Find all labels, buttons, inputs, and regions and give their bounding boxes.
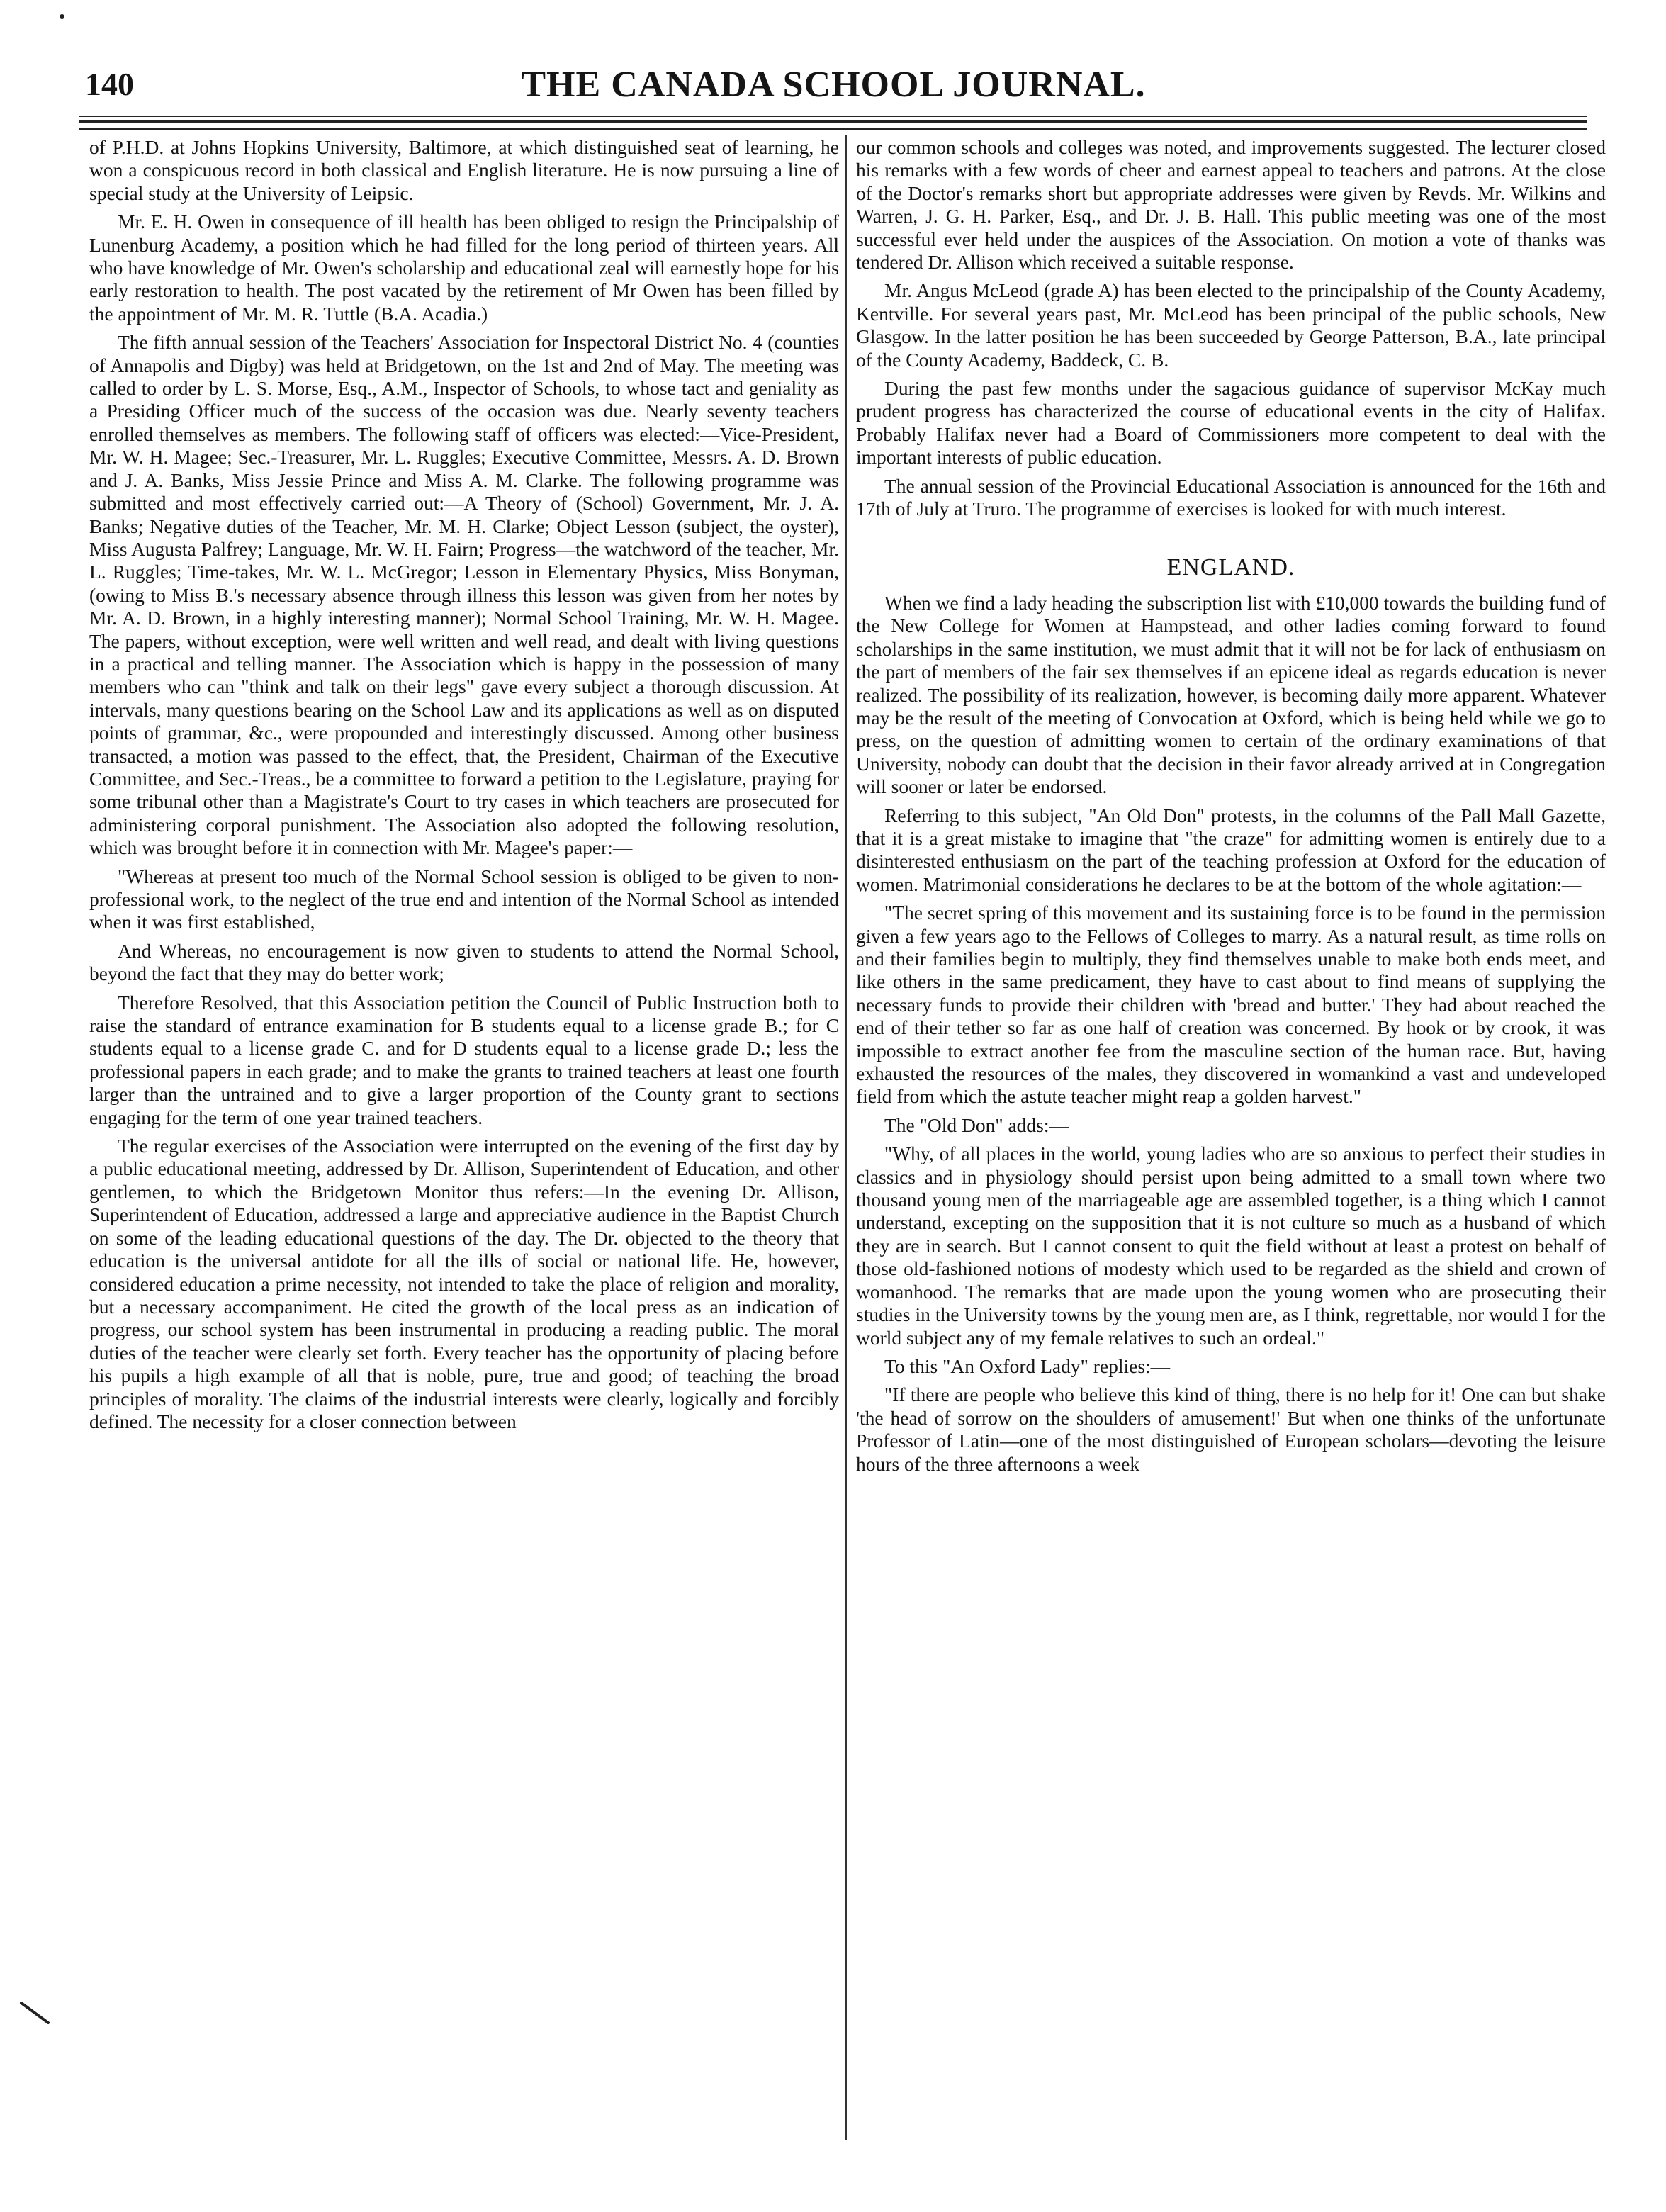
paragraph: of P.H.D. at Johns Hopkins University, Baltimore, at which distinguished seat of learning, he won a conspicuous record in both classical and English literature. He is now pursuing a line of special study at the University of Leipsic. [89,136,839,204]
paragraph: To this "An Oxford Lady" replies:— [884,1354,1171,1377]
left-column [89,136,839,1433]
section-heading-england: ENGLAND. [1166,554,1295,580]
column-divider [845,135,847,2140]
page-header [79,60,1587,109]
margin-pen-mark [18,1999,61,2027]
journal-title: THE CANADA SCHOOL JOURNAL. [521,64,1146,105]
page-number: 140 [85,66,134,102]
paragraph: "Why, of all places in the world, young ladies who are so anxious to perfect their studies in classics and in physiology should persist upon being admitted to a small town where two thousand young men of the marriageable age are assembled together, is a thing which I cannot understand, excepting on the supposition that it is not culture so much as a husband of which they are in search. But I cannot consent to quit the field without at least a protest on behalf of those old-fashioned notions of modesty which used to be regarded as the shield and crown of womanhood. The remarks that are made upon the young women who are prosecuting their studies in the University towns by the young men are, as I think, regrettable, nor would I for the world subject any of my female relatives to such an ordeal." [856,1143,1606,1349]
paragraph: "Whereas at present too much of the Normal School session is obliged to be given to non-professional work, to the neglect of the true end and intention of the Normal School as intended when it was first established, [89,865,839,933]
paragraph: our common schools and colleges was noted, and improvements suggested. The lecturer closed his remarks with a few words of cheer and earnest appeal to teachers and patrons. At the close of the Doctor's remarks short but appropriate addresses were given by Revds. Mr. Wilkins and Warren, J. G. H. Parker, Esq., and Dr. J. B. Hall. This public meeting was one of the most successful ever held under the auspices of the Association. On motion a vote of thanks was tendered Dr. Allison which received a suitable response. [856,136,1606,274]
paragraph: The "Old Don" adds:— [884,1113,1069,1136]
paragraph: The annual session of the Provincial Educational Association is announced for the 16th and 17th of July at Truro. The programme of exercises is looked for with much interest. [856,474,1606,520]
print-speck [60,14,64,19]
header-rule-thick [79,120,1587,123]
right-column [856,136,1606,1476]
header-rule-lower [79,128,1587,130]
paragraph: The regular exercises of the Association were interrupted on the evening of the first day by a public educational meeting, addressed by Dr. Allison, Superintendent of Education, and other gentlemen, to which the Bridgetown Monitor thus refers:—In the evening Dr. Allison, Superintendent of Education, addressed a large and appreciative audience in the Baptist Church on some of the leading educational questions of the day. The Dr. objected to the theory that education is the universal antidote for all the ills of social or national life. He, however, considered education a prime necessity, not intended to take the place of religion and morality, but a necessary accompaniment. He cited the growth of the local press as an indication of progress, our school system has been instrumental in producing a reading public. The moral duties of the teacher were clearly set forth. Every teacher has the opportunity of placing before his pupils a high example of all that is noble, pure, true and good; of teaching the broad principles of morality. The claims of the industrial interests were clearly, logically and forcibly defined. The necessity for a closer connection between [89,1135,839,1432]
paragraph: And Whereas, no encouragement is now given to students to attend the Normal School, beyond the fact that they may do better work; [89,939,839,985]
paragraph: Mr. Angus McLeod (grade A) has been elected to the principalship of the County Academy, Kentville. For several years past, Mr. McLeod has been principal of the public schools, New Glasgow. In the latter position he has been succeeded by George Patterson, B.A., late principal of the County Academy, Baddeck, C. B. [856,279,1606,371]
paragraph: Referring to this subject, "An Old Don" protests, in the columns of the Pall Mall Gazette, that it is a great mistake to imagine that "the craze" for admitting women is entirely due to a disinterested enthusiasm on the part of the teaching profession at Oxford for the education of women. Matrimonial considerations he declares to be at the bottom of the whole agitation:— [856,804,1606,895]
paragraph: When we find a lady heading the subscription list with £10,000 towards the building fund of the New College for Women at Hampstead, and other ladies coming forward to found scholarships in the same institution, we must admit that it will not be for lack of enthusiasm on the part of members of the fair sex themselves if an epicene ideal as regards education is never realized. The possibility of its realization, however, is becoming daily more apparent. Whatever may be the result of the meeting of Convocation at Oxford, which is being held while we go to press, on the question of admitting women to certain of the ordinary examinations of that University, nobody can doubt that the decision in their favor already arrived at in Congregation will sooner or later be endorsed. [856,591,1606,798]
paragraph: Therefore Resolved, that this Association petition the Council of Public Instruction both to raise the standard of entrance examination for B students equal to a license grade B.; for C students equal to a license grade C. and for D students equal to a license grade D.; less the professional papers in each grade; and to make the grants to trained teachers at least one fourth larger than the untrained and to give a larger proportion of the County grant to sections engaging for the term of one year trained teachers. [89,991,839,1128]
paragraph: Mr. E. H. Owen in consequence of ill health has been obliged to resign the Principalship of Lunenburg Academy, a position which he had filled for the long period of thirteen years. All who have knowledge of Mr. Owen's scholarship and educational zeal will earnestly hope for his early restoration to health. The post vacated by the retirement of Mr Owen has been filled by the appointment of Mr. M. R. Tuttle (B.A. Acadia.) [89,210,839,325]
paragraph: "The secret spring of this movement and its sustaining force is to be found in the permission given a few years ago to the Fellows of Colleges to marry. As a natural result, as time rolls on and their families begin to multiply, they find themselves unable to make both ends meet, and like others in the same predicament, they have to cast about to find means of supplying the necessary funds to provide their children with 'bread and butter.' They had about reached the end of their tether so far as one half of creation was concerned. By hook or by crook, it was impossible to extract another fee from the masculine section of the human race. But, having exhausted the resources of the males, they discovered in womankind a vast and undeveloped field from which the astute teacher might reap a golden harvest." [856,902,1606,1108]
paragraph: During the past few months under the sagacious guidance of supervisor McKay much prudent progress has characterized the course of educational events in the city of Halifax. Probably Halifax never had a Board of Commissioners more competent to deal with the important interests of public education. [856,377,1606,468]
paragraph: "If there are people who believe this kind of thing, there is no help for it! One can but shake 'the head of sorrow on the shoulders of amusement!' But when one thinks of the unfortunate Professor of Latin—one of the most distinguished of European scholars—devoting the leisure hours of the three afternoons a week [856,1383,1606,1475]
paragraph: The fifth annual session of the Teachers' Association for Inspectoral District No. 4 (counties of Annapolis and Digby) was held at Bridgetown, on the 1st and 2nd of May. The meeting was called to order by L. S. Morse, Esq., A.M., Inspector of Schools, to whose tact and geniality as a Presiding Officer much of the success of the occasion was due. Nearly seventy teachers enrolled themselves as members. The following staff of officers was elected:—Vice-President, Mr. W. H. Magee; Sec.-Treasurer, Mr. L. Ruggles; Executive Committee, Messrs. A. D. Brown and J. A. Banks, Miss Jessie Prince and Miss A. M. Clarke. The following programme was submitted and most effectively carried out:—A Theory of (School) Government, Mr. J. A. Banks; Negative duties of the Teacher, Mr. M. H. Clarke; Object Lesson (subject, the oyster), Miss Augusta Palfrey; Language, Mr. W. H. Fairn; Progress—the watchword of the teacher, Mr. L. Ruggles; Time-takes, Mr. W. L. McGregor; Lesson in Elementary Physics, Miss Bonyman, (owing to Miss B.'s necessary absence through illness this lesson was given from her notes by Mr. A. D. Brown, in a highly interesting manner); Normal School Training, Mr. W. H. Magee. The papers, without exception, were well written and well read, and dealt with living questions in a practical and telling manner. The Association which is happy in the possession of many members who can "think and talk on their legs" gave every subject a thorough discussion. At intervals, many questions bearing on the School Law and its applications as well as on disputed points of grammar, &c., were propounded and interestingly discussed. Among other business transacted, a motion was passed to the effect, that, the President, Chairman of the Executive Committee, and Sec.-Treas., be a committee to forward a petition to the Legislature, praying for some tribunal other than a Magistrate's Court to try cases in which teachers are prosecuted for administering corporal punishment. The Association also adopted the following resolution, which was brought before it in connection with Mr. Magee's paper:— [89,331,839,859]
header-rule-thin [79,116,1587,117]
